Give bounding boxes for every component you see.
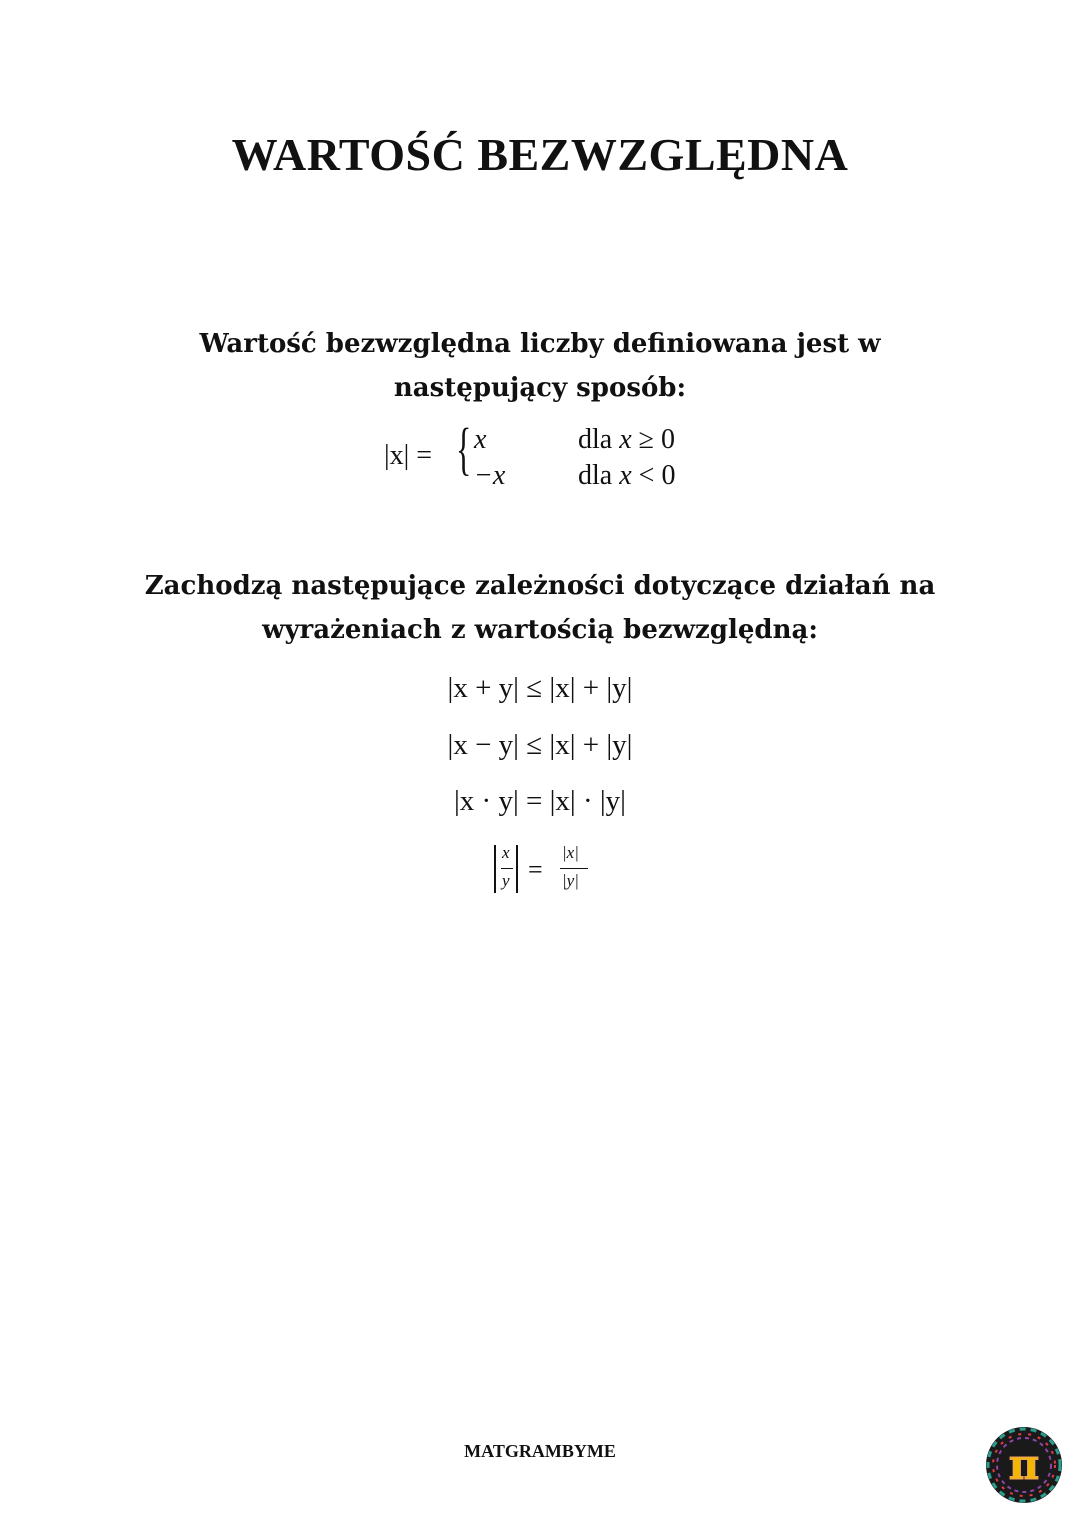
definition-lhs: |x| = [384, 440, 433, 471]
left-abs-bar [494, 845, 496, 893]
quotient-equals: = [528, 855, 543, 884]
triangle-inequality-difference: |x − y| ≤ |x| + |y| [447, 729, 633, 761]
rhs-fraction-line [560, 868, 588, 869]
right-abs-bar [516, 845, 518, 893]
footer-brand: MATGRAMBYME [464, 1441, 616, 1461]
quotient-rule [490, 843, 600, 897]
properties-intro-line-2: wyrażeniach z wartością bezwzględną: [262, 615, 818, 645]
definition-intro-line-1: Wartość bezwzględna liczby definiowana jest w [199, 329, 881, 359]
definition-intro-line-2: następujący sposób: [393, 373, 687, 403]
pi-logo-icon [984, 1425, 1064, 1505]
definition-intro [0, 322, 1080, 410]
product-rule: |x · y| = |x| · |y| [453, 785, 626, 817]
case-1-condition: dla x ≥ 0 [578, 424, 676, 455]
logo-pi-glyph: π [1008, 1440, 1040, 1489]
properties-intro-line-1: Zachodzą następujące zależności dotyczące działań na [144, 571, 936, 601]
case-2-value: −x [474, 460, 506, 491]
lhs-fraction-line [501, 868, 513, 869]
triangle-inequality-sum: |x + y| ≤ |x| + |y| [447, 672, 633, 704]
case-1-value: x [474, 424, 487, 455]
page-title: WARTOŚĆ BEZWZGLĘDNA [231, 129, 849, 180]
rhs-numerator: |x| [562, 843, 579, 862]
rhs-denominator: |y| [562, 871, 579, 890]
lhs-denominator: y [502, 871, 510, 890]
case-2-condition: dla x < 0 [578, 460, 676, 491]
cases-brace: { [456, 416, 472, 481]
lhs-numerator: x [502, 843, 510, 862]
absolute-value-definition [384, 416, 714, 494]
properties-intro [0, 564, 1080, 652]
